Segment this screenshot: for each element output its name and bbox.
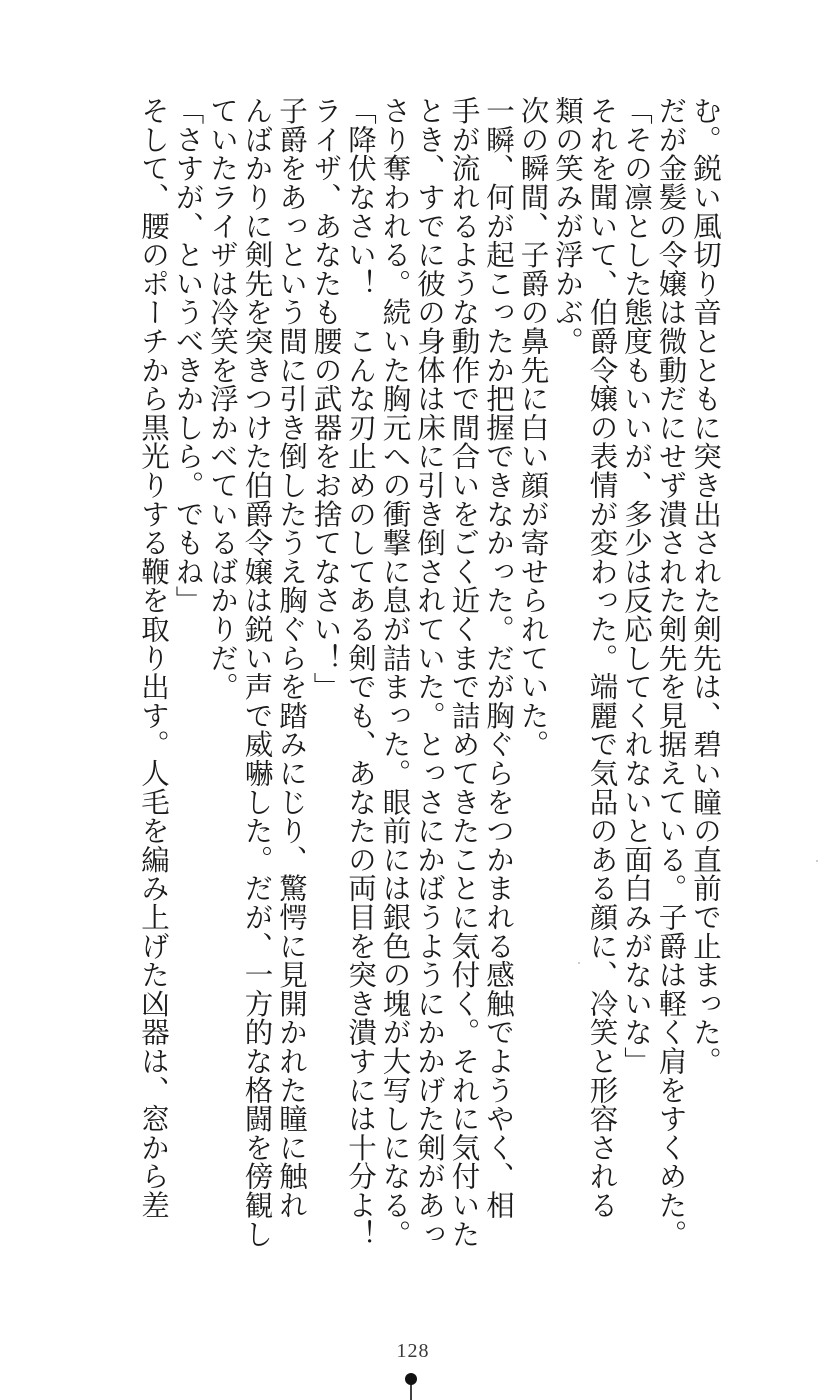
text-line: そして、腰のポーチから黒光りする鞭を取り出す。人毛を編み上げた凶器は、窓から差 <box>137 96 170 1220</box>
text-line: 次の瞬間、子爵の鼻先に白い顔が寄せられていた。 <box>516 96 550 759</box>
text-line: 手が流れるような動作で間合いをごく近くまで詰めてきたことに気付く。それに気付いた <box>447 96 481 1248</box>
page-number: 128 <box>396 1340 430 1362</box>
text-line: 「降伏なさい！ こんな刃止めのしてある剣でも、あなたの両目を突き潰すには十分よ！ <box>344 96 377 1248</box>
text-line: 類の笑みが浮かぶ。 <box>551 96 584 356</box>
text-line: む。鋭い風切り音とともに突き出された剣先は、碧い瞳の直前で止まった。 <box>689 96 722 1076</box>
text-line: 一瞬、何が起こったか把握できなかった。だが胸ぐらをつかまれる感触でようやく、相 <box>482 96 515 1220</box>
text-line: んばかりに剣先を突きつけた伯爵令嬢は鋭い声で威嚇した。だが、一方的な格闘を傍観し <box>240 96 274 1248</box>
text-line: とき、すでに彼の身体は床に引き倒されていた。とっさにかばうようにかかげた剣があっ <box>413 96 446 1248</box>
scan-speck <box>816 860 818 862</box>
text-line: 「その凛とした態度もいいが、多少は反応してくれないと面白みがないな」 <box>620 96 653 1076</box>
text-line: だが金髪の令嬢は微動だにせず潰された剣先を見据えている。子爵は軽く肩をすくめた。 <box>654 96 688 1248</box>
text-line: 子爵をあっという間に引き倒したうえ胸ぐらを踏みにじり、驚愕に見開かれた瞳に触れ <box>275 96 308 1220</box>
text-line: ライザ、あなたも腰の武器をお捨てなさい！」 <box>309 96 343 701</box>
page-marker-icon <box>404 1372 418 1400</box>
text-line: ていたライザは冷笑を浮かべているばかりだ。 <box>206 96 239 701</box>
text-line: さり奪われる。続いた胸元への衝撃に息が詰まった。眼前には銀色の塊が大写しになる。 <box>378 96 412 1248</box>
text-line: 「さすが、というべきかしら。でもね」 <box>171 96 205 615</box>
scan-speck <box>578 962 580 964</box>
body-text <box>112 96 722 1248</box>
text-line: それを聞いて、伯爵令嬢の表情が変わった。端麗で気品のある顔に、冷笑と形容される <box>585 96 619 1220</box>
